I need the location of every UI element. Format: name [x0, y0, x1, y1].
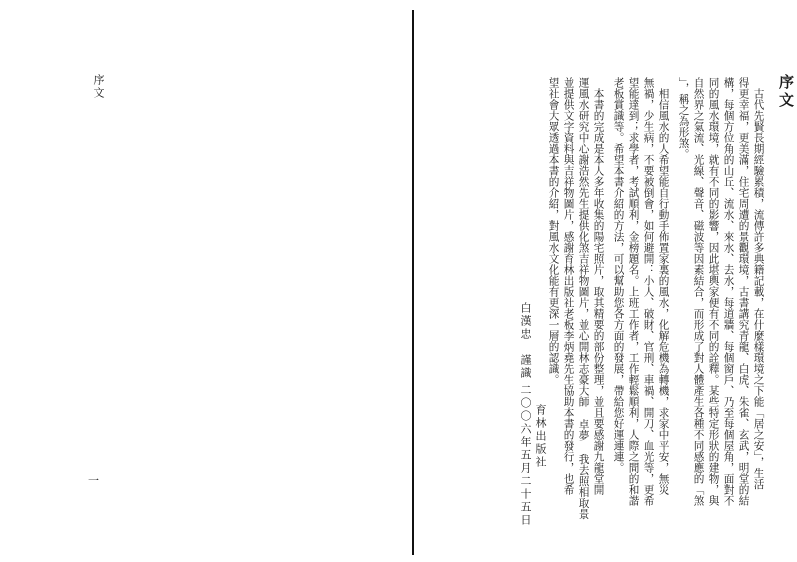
page-number: 一 [88, 474, 99, 487]
page-title: 序文 [777, 74, 795, 110]
text-column: 本書的完成是本人多年收集的陽宅照片，取其精要的部份整理，並且要感謝九龍堂開 [592, 88, 605, 495]
text-column: 同的風水環境，就有不同的影響，因此堪輿家便有不同的詮釋。某些特定形狀的建物，與 [707, 77, 720, 506]
running-header: 序文 [92, 74, 105, 100]
text-column: 老板賞識等。希望本書介紹的方法，可以幫助您各方面的發展，帶給您好運連連。 [612, 77, 625, 473]
text-column: 並提供文字資料與吉祥物圖片，感謝育林出版社老板李炳堯先生協助本書的發行，也希 [562, 77, 575, 495]
text-column: 望能達到；求學者，考試順利，金榜題名。上班工作者，工作輕鬆順利，人際之間的和諧 [627, 77, 640, 506]
text-column: 無禍，少生病，不要被倒會，如何避開：小人、破財、官刑、車禍、開刀、血光等，更希 [642, 77, 655, 506]
text-column: 運風水研究中心謝浩然先生提供化煞吉祥物圖片，並心開林志豪大師 卓夢 我去照相取景 [577, 77, 590, 520]
text-column: 」，稱之為形煞。 [677, 77, 690, 160]
author-signature: 白漢忠 謹識 [519, 302, 532, 380]
signature-date: 二〇〇六年五月二十五日 [519, 384, 532, 527]
text-column: 得更幸福，更美滿，住宅周遭的景觀環境，古書講究青龍、白虎、朱雀、玄武，明堂的結 [737, 77, 750, 506]
text-column: 相信風水的人希望能自行動手佈置家裏的風水，化解危機為轉機，求家中平安，無災 [657, 88, 670, 495]
right-page [414, 0, 793, 562]
text-column: 望社會大眾透過本書的介紹，對風水文化能有更深一層的認識。 [547, 77, 560, 385]
text-column: 自然界之氣流、光線、聲音、磁波等因素結合，而形成了對人體產生各種不同感應的「煞 [692, 77, 705, 506]
text-column: 構，每個方位角的山丘、流水、來水、去水，每道牆、每個窗戶、乃至每個屋角，面對不 [722, 77, 735, 506]
text-column: 古代先賢長期經驗累積，流傳許多典籍記載，在什麼樣環境之下能「居之安」，生活 [752, 88, 765, 490]
publisher-name: 育林出版社 [534, 404, 547, 469]
